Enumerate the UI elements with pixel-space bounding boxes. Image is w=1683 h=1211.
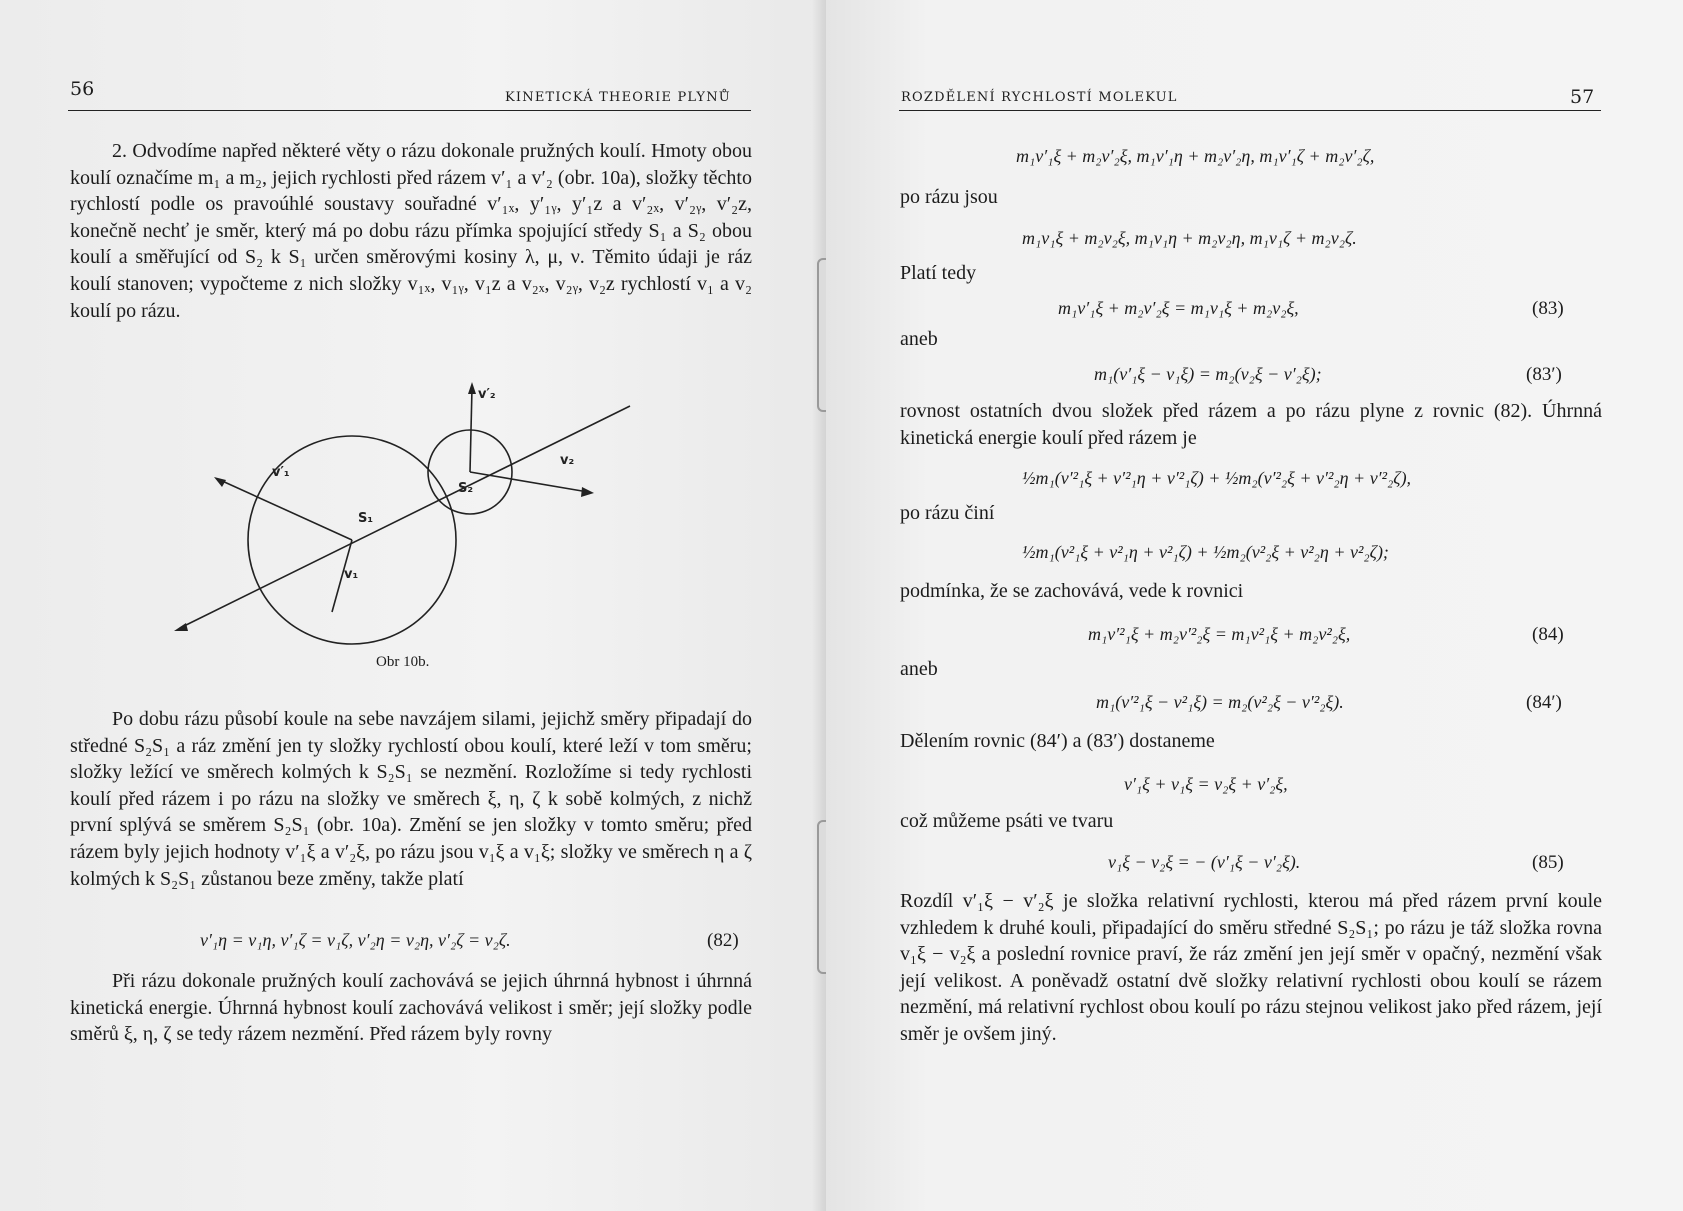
- page-number: 56: [70, 78, 95, 100]
- running-head: KINETICKÁ THEORIE PLYNŮ: [505, 90, 731, 105]
- label-v1-prime: v′₁: [272, 465, 290, 480]
- paragraph-momentum: Při rázu dokonale pružných koulí zachovává se jejich úhrnná hybnost i úhrnná kinetická energie. Úhrnná hybnost koulí zachovává velikost i směr; její složky podle směrů ξ, η, ζ se tedy rázem nezmění. Před rázem byly rovny: [70, 970, 752, 1046]
- figure-caption: Obr 10b.: [376, 654, 430, 670]
- equation-83-prime: m₁(v′₁ξ − v₁ξ) = m₂(v₂ξ − v′₂ξ);: [1094, 364, 1322, 384]
- header-rule: [68, 110, 751, 111]
- paragraph-forces: Po dobu rázu působí koule na sebe navzájem silami, jejichž směry připadají do středné S₂S₁ a ráz změní jen ty složky rychlostí obou koulí, které leží v tom směru; složky ležící ve směrech kolmých k S₂S₁ se nezmění. Rozložíme si tedy rychlosti koulí před rázem i po rázu na složky ve směrech ξ, η, ζ k sobě kolmých, z nichž první splývá se směrem S₂S₁ (obr. 10a). Změní se jen složky v tomto směru; před rázem byly jejich hodnoty v′₁ξ a v′₂ξ, po rázu jsou v₁ξ a v₁ξ; složky ve směrech η a ζ kolmých k S₂S₁ zůstanou beze změny, takže platí: [70, 708, 752, 890]
- v2-prime-line: [470, 388, 472, 472]
- label-v1: v₁: [344, 567, 359, 582]
- label-s1: S₁: [358, 511, 374, 526]
- arrowhead-v2: [581, 487, 594, 497]
- equation-85: v₁ξ − v₂ξ = − (v′₁ξ − v′₂ξ).: [1108, 852, 1301, 872]
- paragraph-rovnost: rovnost ostatních dvou složek před rázem a po rázu plyne z rovnic (82). Úhrnná kinetická energie koulí před rázem je: [900, 400, 1602, 449]
- paragraph-rozdil: Rozdíl v′₁ξ − v′₂ξ je složka relativní rychlosti, kterou má před rázem první koule vzhledem k druhé kouli, připadající do směru středné S₂S₁; po rázu je táž složka rovna v₁ξ − v₂ξ a poslední rovnice praví, že ráz změní jen její směr v opačný, nezmění však její velikost. A poněvadž ostatní dvě složky relativní rychlosti obou koulí se rázem nezmění, má relativní rychlost obou koulí po rázu stejnou velikost jako před rázem, její směr je ovšem jiný.: [900, 890, 1602, 1045]
- equation-82: v′₁η = v₁η, v′₁ζ = v₁ζ, v′₂η = v₂η, v′₂ζ = v₂ζ.: [200, 930, 511, 950]
- equation-sum: v′₁ξ + v₁ξ = v₂ξ + v′₂ξ,: [1124, 774, 1288, 794]
- text-podminka: podmínka, že se zachovává, vede k rovnici: [900, 580, 1244, 602]
- equation-momentum-before: m₁v′₁ξ + m₂v′₂ξ, m₁v′₁η + m₂v′₂η, m₁v′₁ζ + m₂v′₂ζ,: [1016, 146, 1375, 166]
- text-po-razu-cini: po rázu činí: [900, 502, 995, 524]
- arrowhead-line-of-centres: [174, 623, 188, 631]
- text-aneb: aneb: [900, 658, 938, 680]
- v1-prime-line: [220, 480, 352, 540]
- text-delenim: Dělením rovnic (84′) a (83′) dostaneme: [900, 730, 1215, 752]
- equation-number-84-prime: (84′): [1526, 692, 1562, 713]
- equation-83: m₁v′₁ξ + m₂v′₂ξ = m₁v₁ξ + m₂v₂ξ,: [1058, 298, 1299, 318]
- text-plati-tedy: Platí tedy: [900, 262, 977, 284]
- label-v2: v₂: [560, 453, 575, 468]
- running-head: ROZDĚLENÍ RYCHLOSTÍ MOLEKUL: [901, 90, 1178, 105]
- equation-number-82: (82): [707, 930, 739, 951]
- left-page: [0, 0, 826, 1211]
- equation-energy-after: ½m₁(v²₁ξ + v²₁η + v²₁ζ) + ½m₂(v²₂ξ + v²₂η + v²₂ζ);: [1022, 542, 1389, 562]
- equation-number-83: (83): [1532, 298, 1564, 319]
- v2-line: [470, 472, 588, 492]
- arrowhead-v1-prime: [214, 477, 226, 487]
- equation-energy-before: ½m₁(v′²₁ξ + v′²₁η + v′²₁ζ) + ½m₂(v′²₂ξ + v′²₂η + v′²₂ζ),: [1022, 468, 1412, 488]
- collision-figure: [160, 380, 640, 650]
- arrowhead-v2-prime: [468, 382, 476, 394]
- equation-number-85: (85): [1532, 852, 1564, 873]
- line-of-centres: [180, 406, 630, 628]
- text-coz: což můžeme psáti ve tvaru: [900, 810, 1114, 832]
- equation-84: m₁v′²₁ξ + m₂v′²₂ξ = m₁v²₁ξ + m₂v²₂ξ,: [1088, 624, 1351, 644]
- page-number: 57: [1570, 86, 1595, 108]
- equation-84-prime: m₁(v′²₁ξ − v²₁ξ) = m₂(v²₂ξ − v′²₂ξ).: [1096, 692, 1344, 712]
- paragraph-collision-intro: 2. Odvodíme napřed některé věty o rázu dokonale pružných koulí. Hmoty obou koulí označíme m₁ a m₂, jejich rychlosti před rázem v′₁ a v′₂ (obr. 10a), složky těchto rychlostí podle os pravoúhlé soustavy souřadné v′₁ₓ, y′₁ᵧ, y′₁z a v′₂ₓ, v′₂ᵧ, v′₂z, konečně nechť je směr, který má po dobu rázu přímka spojující středy S₁ a S₂ obou koulí a směřující od S₂ k S₁ určen směrovými kosiny λ, μ, ν. Těmito údaji je ráz koulí stanoven; vypočteme z nich složky v₁ₓ, v₁ᵧ, v₁z a v₂ₓ, v₂ᵧ, v₂z rychlostí v₁ a v₂ koulí po rázu.: [70, 140, 752, 322]
- label-s2: S₂: [458, 481, 474, 496]
- equation-number-83-prime: (83′): [1526, 364, 1562, 385]
- header-rule: [899, 110, 1601, 111]
- right-page: [826, 0, 1683, 1211]
- text-po-razu-jsou: po rázu jsou: [900, 186, 998, 208]
- label-v2-prime: v′₂: [478, 387, 496, 402]
- equation-momentum-after: m₁v₁ξ + m₂v₂ξ, m₁v₁η + m₂v₂η, m₁v₁ζ + m₂v₂ζ.: [1022, 228, 1357, 248]
- equation-number-84: (84): [1532, 624, 1564, 645]
- text-aneb: aneb: [900, 328, 938, 350]
